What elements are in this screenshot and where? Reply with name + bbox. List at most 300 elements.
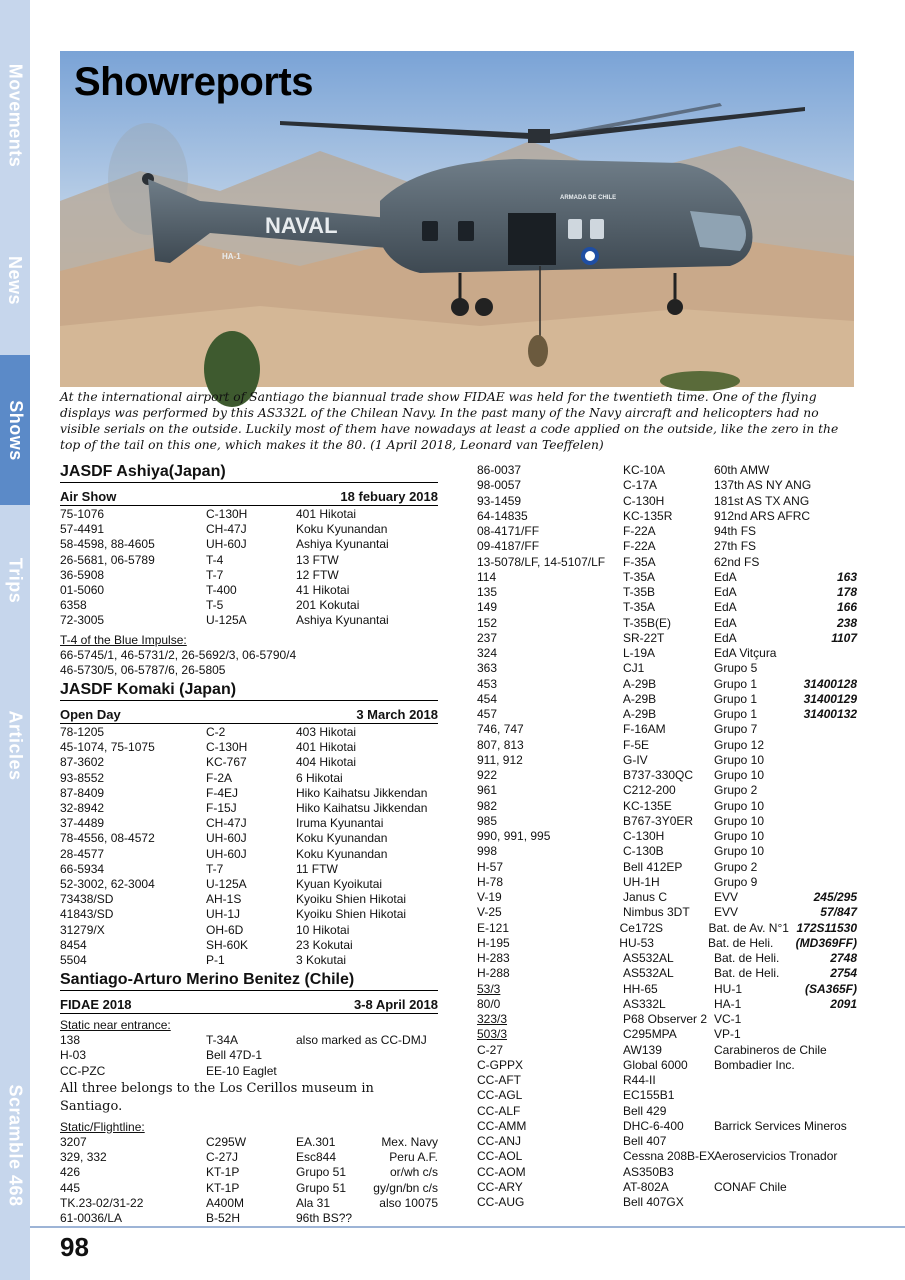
list-cell: 53/3	[477, 981, 501, 996]
photo-caption: At the international airport of Santiago the biannual trade show FIDAE was held for the twentieth time. One of the flying displays was performed by this AS332L of the Chilean Navy. In the past many of the Navy aircraft and helicopters had no visible serials on the outside. Luckily most of them have nowadays at least a code applied on the outside, like the zero in the top of the tail on this one, which makes it the 80. (1 April 2018, Leonard van Teeffelen)	[60, 390, 839, 452]
table-row	[60, 1181, 438, 1196]
list-item	[477, 692, 857, 707]
section-tab-strip	[0, 0, 30, 1280]
list-cell: H-288	[477, 966, 510, 981]
list-item	[477, 860, 857, 875]
table-row	[60, 847, 438, 862]
table-row	[60, 522, 438, 537]
list-cell: CC-AUG	[477, 1195, 525, 1209]
table-cell: AH-1S	[206, 892, 242, 907]
list-cell: P68 Observer 2	[623, 1012, 708, 1026]
list-cell: 149	[477, 600, 498, 615]
table-cell: Ashiya Kyunantai	[296, 613, 389, 628]
table-row	[60, 1150, 438, 1165]
list-cell	[804, 814, 857, 829]
table-row	[60, 786, 438, 801]
list-cell: Ce172S	[619, 920, 664, 935]
list-cell: H-195	[477, 935, 510, 950]
table-cell: Kyoiku Shien Hikotai	[296, 907, 407, 922]
table-cell: 57-4491	[60, 522, 105, 537]
table-cell: 8454	[60, 937, 87, 952]
list-cell: Aeroservicios Tronador	[714, 1149, 838, 1164]
event-header-ashiya: Air Show 18 febuary 2018	[60, 489, 438, 504]
list-cell: Global 6000	[623, 1057, 688, 1072]
list-cell: Grupo 12	[714, 737, 765, 752]
table-cell: 3207	[60, 1135, 87, 1150]
table-cell	[296, 1064, 438, 1079]
list-item	[477, 509, 857, 524]
table-cell: 73438/SD	[60, 892, 114, 907]
table-cell: 28-4577	[60, 846, 105, 861]
list-cell: CC-ARY	[477, 1179, 523, 1194]
list-cell	[804, 509, 857, 524]
list-item	[477, 539, 857, 554]
blue-impulse-line: 66-5745/1, 46-5731/2, 26-5692/3, 06-5790/4	[60, 647, 297, 662]
table-cell: 10 Hikotai	[296, 922, 350, 937]
list-cell	[714, 1195, 804, 1210]
list-cell: F-22A	[623, 524, 656, 538]
table-row	[60, 831, 438, 846]
list-cell: KC-135R	[623, 508, 673, 523]
table-row	[60, 1033, 438, 1048]
list-cell	[804, 875, 857, 890]
list-item	[477, 524, 857, 539]
list-cell: A-29B	[622, 691, 657, 706]
table-row	[60, 740, 438, 755]
table-cell: 66-5934	[60, 861, 105, 876]
list-cell: SR-22T	[623, 630, 665, 645]
list-item	[477, 936, 857, 951]
list-cell: B767-3Y0ER	[623, 813, 694, 828]
list-item	[477, 1088, 857, 1103]
table-row	[60, 1048, 438, 1063]
table-cell: 01-5060	[60, 582, 105, 597]
list-cell: Bat. de Heli.	[714, 966, 780, 981]
list-cell: 238	[836, 615, 857, 630]
list-cell	[804, 753, 857, 768]
list-cell: VP-1	[714, 1027, 741, 1042]
list-cell: 13-5078/LF, 14-5107/LF	[477, 554, 606, 569]
list-cell: 31400129	[803, 691, 857, 706]
table-cell: 26-5681, 06-5789	[60, 552, 155, 567]
list-cell	[804, 661, 857, 676]
table-row	[60, 862, 438, 877]
list-item	[477, 1134, 857, 1149]
table-cell: Mex. Navy	[381, 1135, 438, 1150]
table-cell: 3 Kokutai	[296, 952, 347, 967]
list-item	[477, 631, 857, 646]
list-item	[477, 905, 857, 920]
list-cell: HU-53	[619, 935, 654, 950]
table-cell: T-34A	[206, 1033, 239, 1048]
table-cell	[296, 1048, 438, 1063]
armada-label: ARMADA DE CHILE	[560, 195, 617, 201]
list-item	[477, 982, 857, 997]
event-header-santiago: FIDAE 2018 3-8 April 2018	[60, 997, 438, 1013]
list-cell: DHC-6-400	[623, 1118, 684, 1133]
list-cell: Grupo 1	[713, 691, 758, 706]
list-cell: 363	[477, 661, 498, 676]
page-number: 98	[60, 1232, 89, 1262]
list-item	[477, 814, 857, 829]
list-cell: R44-II	[623, 1073, 656, 1087]
list-cell: Nimbus 3DT	[623, 905, 690, 920]
list-cell: H-57	[477, 859, 504, 874]
list-cell	[804, 478, 857, 493]
table-cell: A400M	[206, 1195, 245, 1210]
list-cell	[804, 1195, 857, 1210]
table-cell: T-7	[206, 861, 224, 876]
list-cell: F-22A	[623, 539, 656, 554]
list-cell: AS332L	[623, 996, 666, 1011]
list-cell: C-130H	[623, 493, 665, 508]
list-cell: AS532AL	[623, 966, 674, 981]
list-cell: CJ1	[623, 661, 645, 676]
table-cell: F-15J	[206, 801, 237, 816]
list-cell: EdA	[714, 630, 737, 645]
static-table	[60, 1033, 438, 1079]
list-item	[477, 677, 857, 692]
list-cell: CC-ALF	[477, 1103, 521, 1118]
list-cell	[804, 463, 857, 478]
list-item	[477, 616, 857, 631]
list-item	[477, 738, 857, 753]
table-cell: 87-8409	[60, 785, 105, 800]
list-cell: 807, 813	[477, 737, 524, 752]
table-cell: CC-PZC	[60, 1063, 106, 1078]
list-cell	[804, 738, 857, 753]
list-cell: 166	[836, 600, 857, 615]
event-header-komaki: Open Day 3 March 2018	[60, 707, 438, 723]
table-cell: 404 Hikotai	[296, 755, 357, 770]
table-cell: 426	[60, 1165, 81, 1180]
table-cell: 96th BS??	[296, 1210, 353, 1225]
table-cell: Ashiya Kyunantai	[296, 537, 389, 552]
tab-movements[interactable]: Movements	[5, 63, 26, 167]
list-item	[477, 1149, 857, 1164]
list-cell: 323/3	[477, 1012, 508, 1026]
table-cell: H-03	[60, 1048, 87, 1063]
list-cell	[804, 860, 857, 875]
list-cell	[714, 1088, 804, 1103]
table-row	[60, 755, 438, 770]
list-cell: A-29B	[622, 707, 657, 721]
table-cell: EE-10 Eaglet	[206, 1063, 277, 1078]
table-row	[60, 1211, 438, 1226]
table-cell: 11 FTW	[296, 861, 338, 876]
list-cell: 990, 991, 995	[477, 829, 551, 843]
list-cell: EC155B1	[623, 1088, 675, 1103]
list-cell	[804, 1073, 857, 1088]
list-cell: Bell 429	[623, 1103, 667, 1118]
table-cell: B-52H	[206, 1210, 241, 1225]
list-cell	[804, 768, 857, 783]
table-cell: KC-767	[206, 755, 247, 770]
table-cell: F-4EJ	[206, 785, 239, 800]
list-cell: F-35A	[623, 554, 656, 569]
list-cell	[714, 1134, 804, 1149]
table-cell: C-2	[206, 725, 226, 740]
list-cell: 57/847	[820, 905, 857, 920]
table-cell: TK.23-02/31-22	[60, 1195, 144, 1210]
table-row	[60, 907, 438, 922]
list-cell: 27th FS	[714, 539, 757, 554]
list-cell: EdA	[714, 585, 737, 599]
list-cell: 135	[477, 585, 498, 599]
table-cell: T-4	[206, 552, 224, 567]
list-cell: T-35B(E)	[623, 615, 672, 630]
table-cell: CH-47J	[206, 816, 247, 831]
table-row	[60, 537, 438, 552]
table-cell: UH-60J	[206, 537, 247, 552]
list-cell	[804, 1134, 857, 1149]
list-cell: 31400132	[803, 707, 857, 721]
list-cell: HH-65	[623, 981, 658, 996]
list-cell: A-29B	[622, 676, 657, 691]
list-cell: T-35A	[623, 569, 656, 584]
table-cell: P-1	[206, 952, 225, 967]
table-cell: UH-1J	[206, 907, 241, 922]
section-title-ashiya: JASDF Ashiya(Japan)	[60, 462, 438, 483]
list-cell: Carabineros de Chile	[714, 1042, 827, 1057]
list-item	[477, 585, 857, 600]
komaki-table	[60, 725, 438, 968]
list-cell: 94th FS	[714, 524, 757, 538]
list-cell: 245/295	[813, 890, 857, 904]
list-item	[477, 646, 857, 661]
list-cell: Grupo 10	[714, 844, 765, 859]
list-cell: 80/0	[477, 996, 501, 1011]
static-entrance-subhead: Static near entrance:	[60, 1018, 171, 1033]
list-cell: KC-10A	[623, 463, 666, 477]
list-cell: 922	[477, 768, 498, 782]
list-cell	[804, 1027, 857, 1042]
list-cell	[804, 1104, 857, 1119]
list-item	[477, 1058, 857, 1073]
list-cell: Grupo 5	[714, 661, 758, 676]
table-cell: 12 FTW	[296, 567, 339, 582]
table-cell: 201 Kokutai	[296, 598, 360, 613]
table-cell: 41 Hikotai	[296, 582, 350, 597]
list-item	[477, 600, 857, 615]
table-row	[60, 938, 438, 953]
list-cell	[804, 555, 857, 570]
table-row	[60, 613, 438, 628]
list-cell: 98-0057	[477, 478, 522, 493]
list-cell	[804, 799, 857, 814]
list-cell: Bell 412EP	[623, 859, 683, 874]
table-cell: Esc844	[296, 1150, 337, 1165]
list-cell	[804, 1149, 857, 1164]
list-cell: Bat. de Av. N°1	[708, 920, 789, 935]
table-row	[60, 892, 438, 907]
list-cell: KC-135E	[623, 798, 672, 813]
list-cell: 454	[477, 691, 498, 706]
list-cell: C212-200	[623, 783, 676, 798]
list-item	[477, 555, 857, 570]
list-cell: Grupo 9	[714, 874, 758, 889]
list-cell: HU-1	[714, 981, 743, 996]
list-item	[477, 951, 857, 966]
table-cell: OH-6D	[206, 922, 244, 937]
table-cell: Grupo 51	[296, 1165, 347, 1180]
list-cell: 237	[477, 630, 498, 645]
list-cell: T-35B	[623, 585, 656, 599]
table-cell: 6 Hikotai	[296, 770, 343, 785]
museum-note: All three belongs to the Los Cerillos museum in Santiago.	[60, 1080, 374, 1114]
table-cell: KT-1P	[206, 1165, 240, 1180]
list-cell: 746, 747	[477, 722, 524, 737]
list-cell: 1107	[831, 630, 857, 645]
list-cell: 982	[477, 798, 498, 813]
table-row	[60, 953, 438, 968]
table-row	[60, 598, 438, 613]
table-cell: Koku Kyunandan	[296, 846, 388, 861]
list-cell: Bat. de Heli.	[714, 951, 780, 965]
list-cell: 324	[477, 646, 498, 660]
tab-news[interactable]: News	[5, 255, 26, 305]
list-cell: F-16AM	[623, 722, 666, 737]
list-cell	[804, 1180, 857, 1195]
table-row	[60, 801, 438, 816]
list-cell	[714, 1165, 804, 1180]
list-cell: 31400128	[803, 676, 857, 691]
list-cell: 08-4171/FF	[477, 524, 540, 538]
list-cell: Bat. de Heli.	[707, 935, 774, 950]
table-cell: Koku Kyunandan	[296, 522, 388, 537]
table-cell: 329, 332	[60, 1150, 107, 1165]
list-cell: Grupo 10	[714, 768, 765, 782]
list-item	[477, 478, 857, 493]
list-cell: CC-AOM	[477, 1164, 526, 1179]
list-cell	[804, 844, 857, 859]
table-row	[60, 923, 438, 938]
table-cell: also marked as CC-DMJ	[296, 1033, 427, 1048]
list-item	[477, 1119, 857, 1134]
table-cell: U-125A	[206, 876, 247, 891]
table-row	[60, 553, 438, 568]
list-item	[477, 799, 857, 814]
table-cell: C-130H	[206, 507, 248, 521]
list-cell	[804, 1058, 857, 1073]
table-row	[60, 1165, 438, 1180]
list-cell	[804, 829, 857, 844]
table-cell: UH-60J	[206, 831, 247, 846]
list-cell: C-GPPX	[477, 1057, 524, 1072]
list-cell: 114	[477, 569, 497, 584]
table-cell: 37-4489	[60, 816, 105, 831]
list-cell	[714, 1104, 804, 1119]
list-cell: 453	[477, 676, 498, 691]
table-cell: EA.301	[296, 1135, 336, 1150]
table-cell: 78-1205	[60, 725, 105, 740]
list-item	[477, 1180, 857, 1195]
list-cell: 911, 912	[477, 752, 523, 767]
table-cell: KT-1P	[206, 1180, 240, 1195]
table-cell: 58-4598, 88-4605	[60, 537, 155, 552]
list-cell	[804, 722, 857, 737]
list-cell: 961	[477, 783, 498, 798]
list-item	[477, 1195, 857, 1210]
list-cell: 137th AS NY ANG	[714, 478, 812, 493]
table-cell: UH-60J	[206, 846, 247, 861]
list-cell: C-27	[477, 1042, 504, 1057]
tab-scramble[interactable]: Scramble 468	[5, 1083, 26, 1207]
list-cell: CC-AOL	[477, 1149, 523, 1164]
table-cell: Hiko Kaihatsu Jikkendan	[296, 801, 428, 816]
list-cell: E-121	[477, 920, 510, 935]
list-cell	[804, 646, 857, 661]
list-cell: Barrick Services Mineros	[714, 1118, 847, 1133]
list-cell: Janus C	[623, 890, 668, 904]
list-cell: B737-330QC	[623, 768, 694, 782]
list-cell: 178	[836, 585, 857, 599]
list-cell: 86-0037	[477, 463, 522, 477]
page-title: Showreports	[74, 60, 313, 104]
list-cell: H-78	[477, 874, 504, 889]
table-cell: 41843/SD	[60, 907, 114, 922]
list-cell: CONAF Chile	[714, 1179, 787, 1194]
table-cell: F-2A	[206, 770, 233, 785]
table-cell: 72-3005	[60, 613, 105, 628]
continued-list	[477, 463, 857, 1210]
table-cell: 445	[60, 1180, 81, 1195]
list-item	[477, 661, 857, 676]
table-cell: 78-4556, 08-4572	[60, 831, 155, 846]
list-cell	[804, 494, 857, 509]
list-cell: 457	[477, 707, 498, 721]
table-cell: Bell 47D-1	[206, 1048, 263, 1063]
table-cell: T-400	[206, 582, 237, 597]
list-cell: Bell 407GX	[623, 1195, 684, 1209]
list-cell: V-25	[477, 905, 502, 920]
list-cell: HA-1	[714, 996, 742, 1011]
list-item	[477, 1012, 857, 1027]
list-cell: Grupo 2	[714, 783, 758, 798]
table-cell: gy/gn/bn c/s	[373, 1180, 438, 1195]
table-cell: 93-8552	[60, 770, 105, 785]
list-cell: Bombadier Inc.	[714, 1057, 795, 1072]
table-cell: 13 FTW	[296, 552, 339, 567]
table-cell	[358, 1211, 438, 1226]
list-item	[477, 966, 857, 981]
list-cell: 62nd FS	[714, 554, 760, 569]
table-cell: 32-8942	[60, 801, 105, 816]
list-cell: AW139	[623, 1042, 662, 1057]
list-cell: CC-AGL	[477, 1088, 523, 1103]
table-row	[60, 1135, 438, 1150]
list-cell: EVV	[714, 890, 739, 904]
flightline-subhead: Static/Flightline:	[60, 1119, 145, 1134]
table-cell: 401 Hikotai	[296, 507, 357, 521]
tab-articles[interactable]: Articles	[5, 709, 26, 781]
list-cell	[804, 539, 857, 554]
list-cell: CC-AFT	[477, 1073, 521, 1087]
tab-shows[interactable]: Shows	[0, 355, 30, 505]
table-row	[60, 771, 438, 786]
list-cell	[804, 1119, 857, 1134]
list-cell	[804, 524, 857, 539]
list-item	[477, 997, 857, 1012]
table-cell: 52-3002, 62-3004	[60, 876, 155, 891]
list-item	[477, 1165, 857, 1180]
list-cell: Grupo 10	[714, 813, 765, 828]
list-item	[477, 494, 857, 509]
table-cell: C295W	[206, 1135, 247, 1150]
table-cell: CH-47J	[206, 522, 247, 537]
tab-trips[interactable]: Trips	[5, 557, 26, 603]
table-cell: C-27J	[206, 1150, 239, 1165]
